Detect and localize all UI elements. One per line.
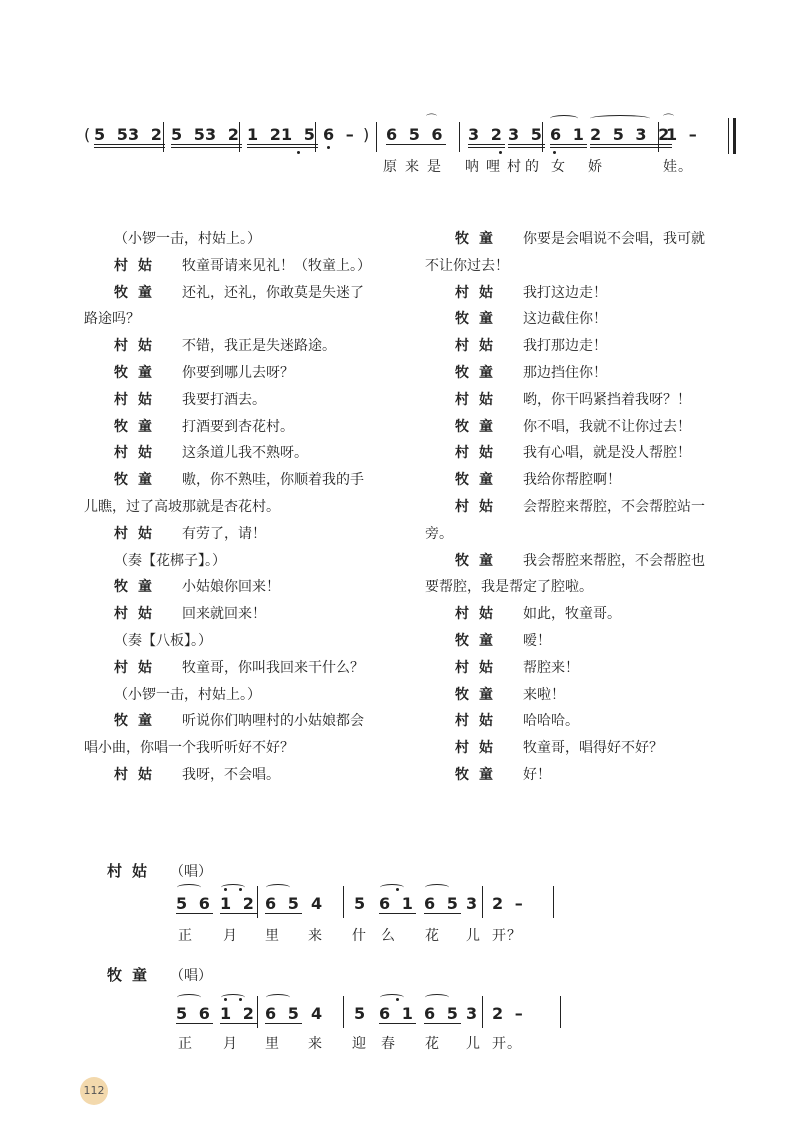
- speaker-name: 村姑: [455, 713, 503, 730]
- dialogue-line: [84, 601, 406, 628]
- speaker-name: 牧童: [114, 364, 162, 381]
- barline: [315, 122, 316, 152]
- speaker-name: 牧童: [455, 552, 503, 569]
- dialogue-line: [84, 280, 406, 307]
- lyric: 花: [425, 1036, 440, 1052]
- dialogue-line: [425, 360, 747, 387]
- repeat-paren-open: (: [84, 125, 94, 144]
- stage-direction: （小锣一击，村姑上。）: [114, 231, 261, 247]
- dialogue-text: 牧童哥，唱得好不好？: [523, 740, 663, 757]
- speaker-name: 牧童: [455, 364, 503, 381]
- dialogue-text: 你要到哪儿去呀？: [182, 364, 294, 381]
- speaker-name: 村姑: [455, 606, 503, 623]
- slur-icon: [590, 115, 650, 122]
- speaker-name: 村姑: [455, 498, 503, 515]
- speaker-name: 村姑: [114, 525, 162, 542]
- barline: [728, 118, 729, 154]
- note-group: 6 1: [379, 894, 416, 913]
- note-group: 6 1: [379, 1004, 416, 1023]
- dialogue-line: [425, 333, 747, 360]
- dialogue-text: 不错，我正是失迷路途。: [182, 338, 336, 355]
- note-group: 5 5: [94, 125, 131, 148]
- speaker-name: 牧童: [114, 472, 162, 489]
- lyric: 是: [427, 159, 442, 175]
- dialogue-continuation: 不让你过去！: [425, 257, 509, 274]
- speaker-name: 牧童: [114, 713, 162, 730]
- dialogue-text: 我呀，不会唱。: [182, 766, 280, 783]
- lyric: 花: [425, 928, 440, 944]
- octave-dot: [327, 146, 330, 149]
- speaker-name: 村姑: [455, 391, 503, 408]
- dialogue-line: [84, 655, 406, 682]
- speaker-name: 牧童: [455, 766, 503, 783]
- speaker-name: 村姑: [114, 766, 162, 783]
- note-group: 5: [354, 894, 369, 913]
- lyric: 什: [352, 928, 367, 944]
- lyric: 正: [178, 1036, 193, 1052]
- dialogue-right-column: [425, 226, 747, 789]
- sing-marker: （唱）: [170, 968, 212, 984]
- lyric: 来: [308, 928, 323, 944]
- barline: [257, 886, 258, 918]
- lyric: 呐: [465, 159, 480, 175]
- slur-icon: [550, 115, 578, 122]
- note-group: 5 6: [176, 1004, 213, 1023]
- speaker-name: 牧童: [455, 472, 503, 489]
- dialogue-line: [425, 306, 747, 333]
- dialogue-text: 帮腔来！: [523, 659, 579, 676]
- dialogue-text: 我有心唱，就是没人帮腔！: [523, 445, 691, 462]
- slur-icon: [266, 884, 290, 891]
- dialogue-line: [84, 440, 406, 467]
- note-group: 2 5 3 2: [590, 125, 672, 148]
- lyric: 儿: [466, 928, 481, 944]
- dialogue-left-column: [84, 226, 406, 789]
- dialogue-text: 我要打酒去。: [182, 391, 266, 408]
- dialogue-line: [425, 387, 747, 414]
- dialogue-line: [84, 387, 406, 414]
- note-group: 1 –: [666, 125, 700, 144]
- note-group: 3 2: [468, 125, 505, 148]
- speaker-name: 村姑: [114, 257, 162, 274]
- stage-direction: （奏【八板】。）: [114, 632, 212, 649]
- speaker-name: 村姑: [114, 659, 162, 676]
- lyric: 的: [525, 159, 540, 175]
- note-group: 5: [354, 1004, 369, 1023]
- note-group: 3 5: [508, 125, 545, 148]
- speaker-name: 村姑: [114, 445, 162, 462]
- dialogue-text: 嗷，你不熟哇，你顺着我的手: [182, 472, 364, 489]
- slur-icon: [177, 884, 201, 891]
- lyric: 迎: [352, 1036, 367, 1052]
- speaker-name: 村姑: [114, 606, 162, 623]
- speaker-name: 村姑: [455, 659, 503, 676]
- dialogue-text: 你不唱，我就不让你过去！: [523, 418, 691, 435]
- dialogue-line: [425, 226, 747, 253]
- note-group: 6 5: [424, 894, 461, 913]
- speaker-name: 村姑: [114, 391, 162, 408]
- lyric: 哩: [486, 159, 501, 175]
- dialogue-continuation: 唱小曲，你唱一个我听听好不好？: [84, 740, 294, 757]
- barline: [376, 122, 377, 152]
- fermata-icon: ⌒: [426, 113, 437, 126]
- dialogue-text: 还礼，还礼，你敢莫是失迷了: [182, 284, 364, 301]
- dialogue-text: 我会帮腔来帮腔，不会帮腔也: [523, 552, 705, 569]
- barline: [257, 996, 258, 1028]
- barline: [239, 122, 240, 152]
- note-group: 3 2: [205, 125, 242, 148]
- speaker-name: 牧童: [455, 632, 503, 649]
- dialogue-line: [425, 628, 747, 655]
- speaker-name: 牧童: [455, 686, 503, 703]
- slur-icon: [177, 994, 201, 1001]
- dialogue-text: 听说你们呐哩村的小姑娘都会: [182, 713, 364, 730]
- page-number: 112: [80, 1077, 108, 1105]
- barline: [482, 996, 483, 1028]
- lyric: 原: [383, 159, 398, 175]
- speaker-name: 牧童: [455, 418, 503, 435]
- speaker-name: 牧童: [114, 579, 162, 596]
- note-group: 5 6: [176, 894, 213, 913]
- lyric: 里: [265, 1036, 280, 1052]
- dialogue-line: [84, 414, 406, 441]
- barline: [343, 996, 344, 1028]
- lyric: 女: [551, 159, 566, 175]
- slur-icon: [266, 994, 290, 1001]
- octave-dot: [553, 151, 556, 154]
- repeat-paren-close: ): [363, 125, 373, 144]
- barline: [658, 122, 659, 152]
- note-group: 4: [311, 1004, 326, 1023]
- note-group: 6 5: [424, 1004, 461, 1023]
- lyric: 来: [405, 159, 420, 175]
- dialogue-text: 嗳！: [523, 632, 551, 649]
- dialogue-line: [425, 682, 747, 709]
- dialogue-line: [84, 333, 406, 360]
- speaker-name: 牧童: [455, 311, 503, 328]
- lyric: 春: [381, 1036, 396, 1052]
- barline: [343, 886, 344, 918]
- slur-icon: [425, 884, 449, 891]
- dialogue-text: 如此，牧童哥。: [523, 606, 621, 623]
- note-group: 1 2: [220, 1004, 257, 1023]
- stage-direction: （小锣一击，村姑上。）: [114, 686, 261, 703]
- barline: [163, 122, 164, 152]
- note-group: 2 –: [492, 894, 526, 913]
- dialogue-line: [425, 708, 747, 735]
- dialogue-text: 我打这边走！: [523, 284, 607, 301]
- lyric: 正: [178, 928, 193, 944]
- dialogue-line: [84, 467, 406, 494]
- note-group: 4: [311, 894, 326, 913]
- octave-dot: [297, 151, 300, 154]
- note-group: 5 5: [171, 125, 208, 148]
- lyric: 娃。: [663, 159, 693, 175]
- sing-marker: （唱）: [170, 864, 212, 880]
- lyric: 娇: [588, 159, 603, 175]
- dialogue-text: 小姑娘你回来！: [182, 579, 280, 596]
- speaker-name: 村姑: [455, 445, 503, 462]
- speaker-name: 牧童: [114, 418, 162, 435]
- note-group: 6 5: [265, 894, 302, 913]
- dialogue-text: 我给你帮腔啊！: [523, 472, 621, 489]
- lyric: 么: [381, 928, 396, 944]
- note-group: 1 2: [220, 894, 257, 913]
- dialogue-text: 牧童哥请来见礼！（牧童上。）: [182, 257, 371, 274]
- speaker-name: 村姑: [455, 284, 503, 301]
- note-group: 3 2: [128, 125, 165, 148]
- dialogue-line: [425, 414, 747, 441]
- dialogue-text: 好！: [523, 766, 551, 783]
- dialogue-text: 你要是会唱说不会唱，我可就: [523, 231, 705, 247]
- dialogue-continuation: 路途吗？: [84, 311, 140, 328]
- dialogue-continuation: 旁。: [425, 525, 453, 542]
- dialogue-line: [84, 762, 406, 789]
- barline: [482, 886, 483, 918]
- octave-dot: [239, 888, 242, 891]
- dialogue-text: 打酒要到杏花村。: [182, 418, 294, 435]
- dialogue-line: [84, 360, 406, 387]
- slur-icon: [425, 994, 449, 1001]
- lyric: 村: [507, 159, 522, 175]
- lyric: 来: [308, 1036, 323, 1052]
- octave-dot: [239, 998, 242, 1001]
- note-group: 6 –: [323, 125, 357, 144]
- dialogue-line: [425, 440, 747, 467]
- dialogue-line: [425, 280, 747, 307]
- octave-dot: [224, 888, 227, 891]
- slur-icon: [380, 994, 404, 1001]
- barline: [553, 886, 554, 918]
- dialogue-text: 哈哈哈。: [523, 713, 579, 730]
- lyric: 儿: [466, 1036, 481, 1052]
- stage-direction: （奏【花梆子】。）: [114, 552, 226, 569]
- speaker-name: 牧童: [455, 231, 503, 247]
- speaker-name: 村姑: [455, 740, 503, 757]
- note-group: 6 5: [265, 1004, 302, 1023]
- dialogue-line: [84, 521, 406, 548]
- dialogue-text: 这边截住你！: [523, 311, 607, 328]
- speaker-name: 牧童: [114, 284, 162, 301]
- lyric: 里: [265, 928, 280, 944]
- speaker-name: 村姑: [114, 338, 162, 355]
- dialogue-text: 有劳了，请！: [182, 525, 266, 542]
- dialogue-text: 那边挡住你！: [523, 364, 607, 381]
- dialogue-line: [425, 601, 747, 628]
- barline: [542, 122, 543, 152]
- dialogue-continuation: 儿瞧，过了高坡那就是杏花村。: [84, 498, 280, 515]
- dialogue-text: 来啦！: [523, 686, 565, 703]
- dialogue-line: [84, 253, 406, 280]
- octave-dot: [396, 998, 399, 1001]
- lyric: 开？: [492, 928, 522, 944]
- lyric: 开。: [492, 1036, 522, 1052]
- note-group: 1 5: [281, 125, 318, 148]
- dialogue-text: 这条道儿我不熟呀。: [182, 445, 308, 462]
- dialogue-line: [84, 574, 406, 601]
- role-label: 村姑: [107, 862, 158, 880]
- note-group: 6 5 6: [386, 125, 446, 144]
- fermata-icon: ⌒: [663, 113, 674, 126]
- dialogue-line: [425, 655, 747, 682]
- final-barline: [733, 118, 736, 154]
- octave-dot: [224, 998, 227, 1001]
- dialogue-line: [425, 762, 747, 789]
- speaker-name: 村姑: [455, 338, 503, 355]
- octave-dot: [499, 151, 502, 154]
- dialogue-text: 我打那边走！: [523, 338, 607, 355]
- dialogue-text: 会帮腔来帮腔，不会帮腔站一: [523, 498, 705, 515]
- dialogue-text: 牧童哥，你叫我回来干什么？: [182, 659, 364, 676]
- note-group: 2 –: [492, 1004, 526, 1023]
- dialogue-text: 哟，你干吗紧挡着我呀？！: [523, 391, 691, 408]
- note-group: 6 1: [550, 125, 587, 148]
- note-group: 3: [466, 1004, 481, 1023]
- barline: [560, 996, 561, 1028]
- note-group: 1 2: [247, 125, 284, 148]
- dialogue-continuation: 要帮腔，我是帮定了腔啦。: [425, 579, 593, 596]
- lyric: 月: [223, 1036, 238, 1052]
- dialogue-text: 回来就回来！: [182, 606, 266, 623]
- dialogue-line: [84, 708, 406, 735]
- octave-dot: [396, 888, 399, 891]
- role-label: 牧童: [107, 966, 158, 984]
- dialogue-line: [425, 735, 747, 762]
- lyric: 月: [223, 928, 238, 944]
- dialogue-line: [425, 494, 747, 521]
- note-group: 3: [466, 894, 481, 913]
- slur-icon: [380, 884, 404, 891]
- barline: [459, 122, 460, 152]
- dialogue-line: [425, 467, 747, 494]
- dialogue-line: [425, 548, 747, 575]
